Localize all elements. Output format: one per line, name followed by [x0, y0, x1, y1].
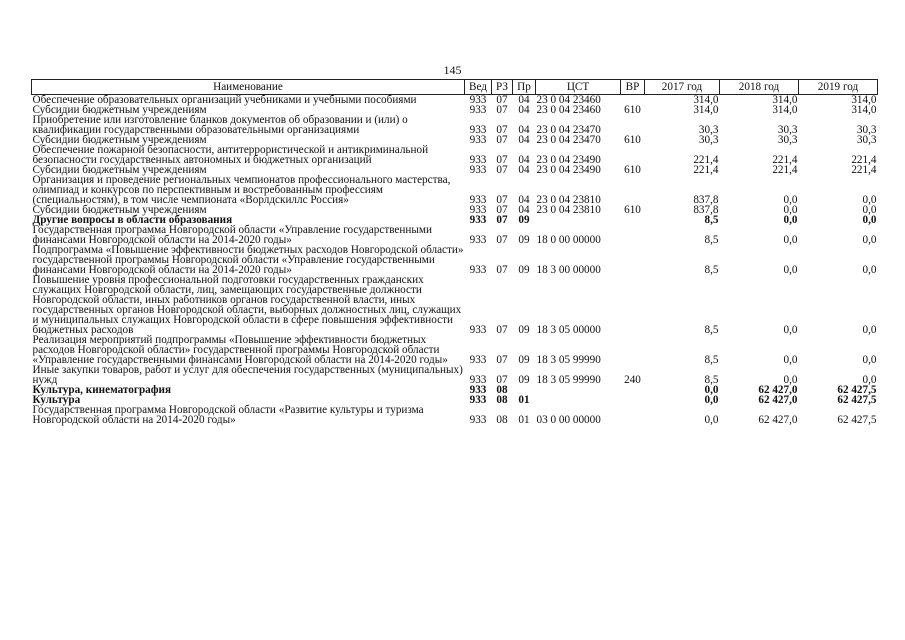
row-rz: 07 — [496, 354, 508, 366]
row-vr: 610 — [624, 104, 641, 116]
row-2019: 0,0 — [862, 354, 877, 366]
table-row — [32, 115, 878, 135]
row-rz: 07 — [496, 264, 508, 276]
row-2017: 221,4 — [693, 164, 719, 176]
row-2017: 30,3 — [698, 124, 719, 136]
row-ved: 933 — [469, 394, 487, 406]
row-pr: 04 — [518, 94, 530, 106]
row-pr: 09 — [518, 374, 530, 386]
row-2019: 314,0 — [851, 104, 877, 116]
row-vr: 610 — [624, 204, 641, 216]
row-2017: 314,0 — [693, 94, 719, 106]
row-cst: 18 3 00 00000 — [536, 264, 601, 276]
row-pr: 04 — [518, 134, 530, 146]
row-pr: 09 — [518, 214, 530, 226]
row-2018: 314,0 — [772, 104, 798, 116]
row-vr — [621, 115, 645, 135]
row-2018: 221,4 — [772, 164, 798, 176]
row-rz: 07 — [496, 194, 508, 206]
row-vr — [621, 225, 645, 245]
row-2019: 62 427,5 — [837, 384, 877, 396]
row-rz: 07 — [496, 234, 508, 246]
row-pr: 01 — [518, 414, 530, 426]
row-pr: 01 — [518, 394, 530, 406]
row-cst: 23 0 04 23490 — [536, 154, 601, 166]
table-row — [32, 175, 878, 205]
row-cst: 18 3 05 99990 — [536, 374, 601, 386]
row-2019: 0,0 — [862, 214, 877, 226]
row-ved: 933 — [469, 94, 487, 106]
row-2019: 30,3 — [856, 124, 877, 136]
row-ved: 933 — [469, 194, 487, 206]
row-cst: 03 0 00 00000 — [536, 414, 601, 426]
row-cst: 23 0 04 23460 — [536, 94, 601, 106]
row-vr — [621, 335, 645, 365]
row-2019: 314,0 — [851, 94, 877, 106]
row-pr: 04 — [518, 164, 530, 176]
table-header — [32, 80, 878, 95]
row-cst — [536, 385, 621, 395]
row-cst: 18 0 00 00000 — [536, 234, 601, 246]
row-name: Иные закупки товаров, работ и услуг для обеспечения государственных (муниципальных) нужд — [32, 364, 463, 386]
row-pr: 09 — [518, 324, 530, 336]
row-name: Обеспечение пожарной безопасности, антитеррористической и антикриминальной безопасности государственных автономных и бюджетных организаций — [32, 144, 429, 166]
row-cst: 18 3 05 00000 — [536, 324, 601, 336]
row-ved: 933 — [469, 264, 487, 276]
row-ved: 933 — [469, 164, 487, 176]
row-2017: 0,0 — [704, 384, 719, 396]
row-ved: 933 — [469, 134, 487, 146]
row-pr: 04 — [518, 194, 530, 206]
header-vr: ВР — [621, 80, 645, 95]
row-2019: 0,0 — [862, 374, 877, 386]
row-name: Государственная программа Новгородской области «Управление государственными финансами Новгородской области на 2014-2020 годы» — [32, 224, 432, 246]
row-rz: 07 — [496, 134, 508, 146]
row-2019: 0,0 — [862, 204, 877, 216]
row-cst: 23 0 04 23470 — [536, 134, 601, 146]
row-pr: 04 — [518, 154, 530, 166]
row-vr — [621, 395, 645, 405]
table-row — [32, 405, 878, 425]
row-vr — [621, 215, 645, 225]
row-rz: 08 — [496, 414, 508, 426]
row-ved: 933 — [469, 354, 487, 366]
row-ved: 933 — [469, 384, 487, 396]
row-ved: 933 — [469, 414, 487, 426]
row-vr — [621, 145, 645, 165]
row-2017: 221,4 — [693, 154, 719, 166]
header-pr: Пр — [513, 80, 536, 95]
row-2019: 0,0 — [862, 264, 877, 276]
row-2018: 0,0 — [783, 204, 798, 216]
row-name: Государственная программа Новгородской области «Развитие культуры и туризма Новгородской области на 2014-2020 годы» — [32, 404, 424, 426]
table-row — [32, 225, 878, 245]
row-ved: 933 — [469, 324, 487, 336]
row-pr: 09 — [518, 264, 530, 276]
row-2017: 837,8 — [693, 204, 719, 216]
row-2017: 0,0 — [704, 414, 719, 426]
row-name: Субсидии бюджетным учреждениям — [32, 104, 207, 116]
row-rz: 07 — [496, 104, 508, 116]
row-2018: 221,4 — [772, 154, 798, 166]
row-ved: 933 — [469, 374, 487, 386]
row-2019: 0,0 — [862, 194, 877, 206]
row-rz: 08 — [496, 394, 508, 406]
row-pr: 04 — [518, 204, 530, 216]
header-2018: 2018 год — [720, 80, 799, 95]
table-row — [32, 385, 878, 395]
row-vr — [621, 245, 645, 275]
row-pr: 04 — [518, 104, 530, 116]
row-2017: 8,5 — [704, 234, 719, 246]
row-rz: 07 — [496, 374, 508, 386]
row-name: Культура — [32, 394, 81, 406]
row-name: Субсидии бюджетным учреждениям — [32, 134, 207, 146]
row-2019: 62 427,5 — [837, 394, 877, 406]
row-vr: 610 — [624, 134, 641, 146]
budget-table — [31, 79, 878, 425]
row-2019: 221,4 — [851, 154, 877, 166]
row-rz: 07 — [496, 164, 508, 176]
row-ved: 933 — [469, 214, 487, 226]
table-body — [32, 95, 878, 426]
row-name: Подпрограмма «Повышение эффективности бюджетных расходов Новгородской области» государственной программы Новгородской области «Управление государственными финансами Новгородской области на 2014-2020 годы» — [32, 244, 464, 276]
row-vr — [621, 175, 645, 205]
row-2018: 62 427,0 — [758, 414, 798, 426]
row-2017: 8,5 — [704, 374, 719, 386]
row-name: Субсидии бюджетным учреждениям — [32, 204, 207, 216]
table-row — [32, 335, 878, 365]
header-name: Наименование — [32, 80, 465, 95]
row-rz: 07 — [496, 154, 508, 166]
row-2018: 62 427,0 — [758, 384, 798, 396]
row-name: Приобретение или изготовление бланков документов об образовании и (или) о квалификации государственными образовательными организациями — [32, 114, 408, 136]
row-rz: 07 — [496, 204, 508, 216]
row-rz: 07 — [496, 94, 508, 106]
page-number: 145 — [443, 63, 462, 77]
row-cst: 23 0 04 23810 — [536, 204, 601, 216]
row-name: Субсидии бюджетным учреждениям — [32, 164, 207, 176]
row-2019: 0,0 — [862, 234, 877, 246]
header-2019: 2019 год — [799, 80, 878, 95]
row-name: Культура, кинематография — [32, 384, 171, 396]
row-ved: 933 — [469, 154, 487, 166]
table-row — [32, 365, 878, 385]
row-ved: 933 — [469, 204, 487, 216]
row-rz: 08 — [496, 384, 508, 396]
row-2018: 30,3 — [777, 124, 798, 136]
row-rz: 07 — [496, 324, 508, 336]
row-2018: 314,0 — [772, 94, 798, 106]
table-row — [32, 275, 878, 335]
row-cst: 23 0 04 23470 — [536, 124, 601, 136]
row-2017: 8,5 — [704, 264, 719, 276]
row-vr: 240 — [624, 374, 641, 386]
row-2017: 8,5 — [704, 324, 719, 336]
row-2018: 0,0 — [783, 354, 798, 366]
row-name: Обеспечение образовательных организаций учебниками и учебными пособиями — [32, 94, 417, 106]
header-rz: РЗ — [492, 80, 513, 95]
header-cst: ЦСТ — [536, 80, 621, 95]
header-2017: 2017 год — [645, 80, 720, 95]
row-2018: 0,0 — [783, 194, 798, 206]
row-2019: 221,4 — [851, 164, 877, 176]
row-cst — [536, 215, 621, 225]
row-2017: 837,8 — [693, 194, 719, 206]
row-cst: 23 0 04 23810 — [536, 194, 601, 206]
table-row — [32, 145, 878, 165]
row-2017: 8,5 — [704, 214, 719, 226]
row-2018: 0,0 — [783, 264, 798, 276]
row-pr: 09 — [518, 234, 530, 246]
row-2018: 0,0 — [783, 324, 798, 336]
row-ved: 933 — [469, 124, 487, 136]
row-2019: 30,3 — [856, 134, 877, 146]
row-2019: 0,0 — [862, 324, 877, 336]
row-2017: 314,0 — [693, 104, 719, 116]
row-name: Организация и проведение региональных чемпионатов профессионального мастерства, олимпиад и конкурсов по перспективным и востребованным профессиям (специальностям), в том числе чемпионата «Ворлдскиллс Россия» — [32, 174, 451, 206]
row-ved: 933 — [469, 234, 487, 246]
row-cst — [536, 395, 621, 405]
row-name: Реализация мероприятий подпрограммы «Повышение эффективности бюджетных расходов Новгородской области» государственной программы Новгородской области «Управление государственными финансами Новгородской области на 2014-2020 годы» — [32, 334, 448, 366]
row-2018: 62 427,0 — [758, 394, 798, 406]
table-row — [32, 245, 878, 275]
row-cst: 18 3 05 99990 — [536, 354, 601, 366]
row-rz: 07 — [496, 124, 508, 136]
row-2017: 8,5 — [704, 354, 719, 366]
row-vr — [621, 385, 645, 395]
row-name: Повышение уровня профессиональной подготовки государственных гражданских служащих Новгородской области, лиц, замещающих государственные должности Новгородской области, иных работников органов государственной власти, иных государственных органов Новгородской области, выборных должностных лиц, служащих и муниципальных служащих Новгородской области в сфере повышения эффективности бюджетных расходов — [32, 274, 462, 336]
row-rz: 07 — [496, 214, 508, 226]
row-2018: 0,0 — [783, 234, 798, 246]
row-2017: 0,0 — [704, 394, 719, 406]
row-2018: 0,0 — [783, 374, 798, 386]
row-vr — [621, 275, 645, 335]
header-ved: Вед — [465, 80, 492, 95]
row-2017: 30,3 — [698, 134, 719, 146]
row-2018: 30,3 — [777, 134, 798, 146]
row-cst: 23 0 04 23490 — [536, 164, 601, 176]
row-vr — [621, 405, 645, 425]
row-pr: 09 — [518, 354, 530, 366]
row-2019: 62 427,5 — [837, 414, 877, 426]
row-pr: 04 — [518, 124, 530, 136]
row-2018: 0,0 — [783, 214, 798, 226]
row-vr: 610 — [624, 164, 641, 176]
row-ved: 933 — [469, 104, 487, 116]
row-name: Другие вопросы в области образования — [32, 214, 233, 226]
row-cst: 23 0 04 23460 — [536, 104, 601, 116]
